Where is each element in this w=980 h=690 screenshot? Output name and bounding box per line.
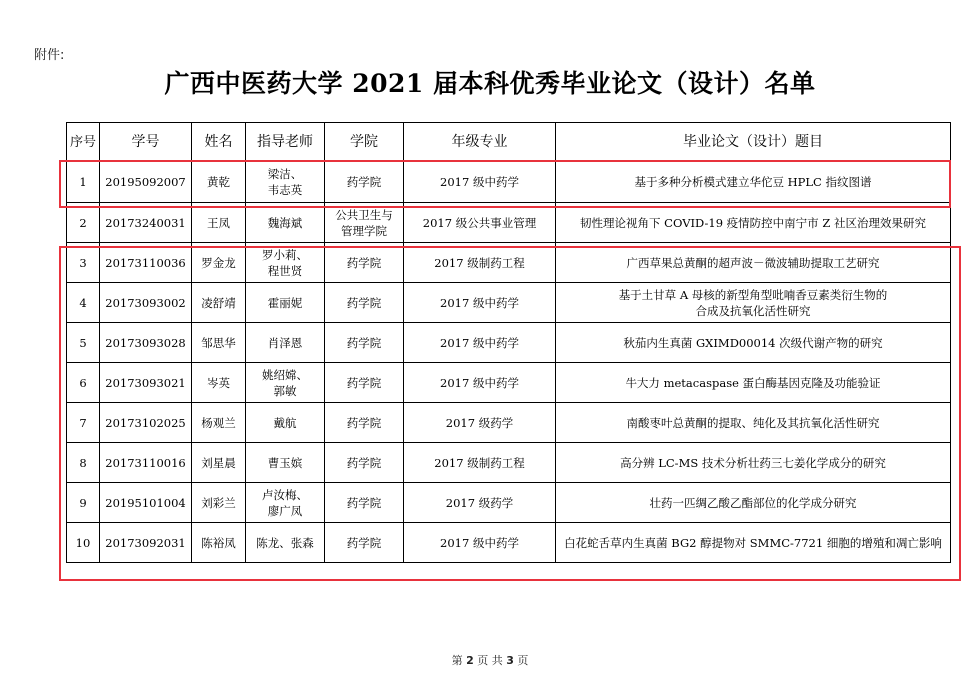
cell-college bbox=[325, 283, 404, 323]
cell-name: 王凤 bbox=[192, 203, 246, 243]
header-major: 年级专业 bbox=[404, 123, 556, 162]
table-row bbox=[67, 443, 951, 483]
cell-major: 2017 级中药学 bbox=[404, 323, 556, 363]
cell-advisor-line: 姚绍嫦、 bbox=[262, 367, 308, 382]
table-row bbox=[67, 323, 951, 363]
cell-advisor-line: 陈龙、张森 bbox=[256, 535, 314, 550]
cell-advisor-line: 程世贤 bbox=[267, 263, 303, 278]
cell-advisor-line: 卢汝梅、 bbox=[262, 487, 308, 502]
cell-name: 罗金龙 bbox=[192, 243, 246, 283]
cell-college-line: 药学院 bbox=[346, 535, 382, 550]
cell-name: 刘彩兰 bbox=[192, 483, 246, 523]
cell-advisor-line: 戴航 bbox=[273, 415, 297, 430]
table-row bbox=[67, 283, 951, 323]
header-advisor: 指导老师 bbox=[246, 123, 325, 162]
cell-advisor bbox=[246, 483, 325, 523]
cell-seq: 6 bbox=[67, 363, 100, 403]
cell-topic-line: 基于土甘草 A 母核的新型角型吡喃香豆素类衍生物的 bbox=[618, 287, 888, 302]
cell-seq: 4 bbox=[67, 283, 100, 323]
cell-advisor bbox=[246, 363, 325, 403]
cell-college-line: 药学院 bbox=[346, 175, 382, 189]
footer-suffix: 页 bbox=[517, 654, 529, 667]
cell-advisor bbox=[246, 162, 325, 203]
cell-college bbox=[325, 203, 404, 243]
cell-advisor-line: 郭敏 bbox=[273, 383, 297, 398]
page-footer bbox=[0, 652, 980, 668]
cell-topic bbox=[556, 243, 951, 283]
table-row bbox=[67, 162, 951, 203]
cell-major: 2017 级制药工程 bbox=[404, 243, 556, 283]
cell-seq: 8 bbox=[67, 443, 100, 483]
cell-major: 2017 级中药学 bbox=[404, 283, 556, 323]
cell-topic-line: 韧性理论视角下 COVID-19 疫情防控中南宁市 Z 社区治理效果研究 bbox=[580, 215, 926, 230]
cell-college-line: 药学院 bbox=[346, 335, 382, 350]
table-row bbox=[67, 243, 951, 283]
cell-college bbox=[325, 162, 404, 203]
cell-seq: 5 bbox=[67, 323, 100, 363]
cell-advisor-line: 曹玉嫔 bbox=[267, 455, 303, 470]
table-row bbox=[67, 403, 951, 443]
cell-topic-line: 南酸枣叶总黄酮的提取、纯化及其抗氧化活性研究 bbox=[626, 415, 880, 430]
cell-name: 陈裕凤 bbox=[192, 523, 246, 563]
footer-page-number: 2 bbox=[466, 654, 474, 667]
cell-student-id: 20173093002 bbox=[100, 283, 192, 323]
cell-topic bbox=[556, 283, 951, 323]
cell-advisor-line: 魏海斌 bbox=[267, 215, 303, 230]
cell-student-id: 20173240031 bbox=[100, 203, 192, 243]
cell-seq: 2 bbox=[67, 203, 100, 243]
header-college: 学院 bbox=[325, 123, 404, 162]
cell-major: 2017 级药学 bbox=[404, 403, 556, 443]
cell-major: 2017 级中药学 bbox=[404, 363, 556, 403]
footer-total-pages: 3 bbox=[506, 654, 514, 667]
cell-college bbox=[325, 403, 404, 443]
cell-topic bbox=[556, 403, 951, 443]
cell-topic bbox=[556, 363, 951, 403]
cell-major: 2017 级中药学 bbox=[404, 162, 556, 203]
cell-college-line: 药学院 bbox=[346, 455, 382, 470]
cell-college-line: 药学院 bbox=[346, 415, 382, 430]
cell-college-line: 药学院 bbox=[346, 495, 382, 510]
cell-name: 刘星晨 bbox=[192, 443, 246, 483]
table-row bbox=[67, 523, 951, 563]
cell-major: 2017 级制药工程 bbox=[404, 443, 556, 483]
table-row bbox=[67, 203, 951, 243]
cell-topic-line: 秋茄内生真菌 GXIMD00014 次级代谢产物的研究 bbox=[623, 335, 883, 350]
cell-student-id: 20173093028 bbox=[100, 323, 192, 363]
cell-student-id: 20195092007 bbox=[100, 162, 192, 203]
cell-topic-line: 广西草果总黄酮的超声波－微波辅助提取工艺研究 bbox=[626, 255, 880, 270]
cell-college-line: 药学院 bbox=[346, 295, 382, 310]
cell-topic bbox=[556, 443, 951, 483]
cell-student-id: 20173110036 bbox=[100, 243, 192, 283]
header-seq: 序号 bbox=[67, 123, 100, 162]
cell-advisor-line: 廖广凤 bbox=[267, 503, 303, 518]
cell-name: 杨观兰 bbox=[192, 403, 246, 443]
cell-advisor bbox=[246, 243, 325, 283]
cell-name: 邹思华 bbox=[192, 323, 246, 363]
cell-topic-line: 壮药一匹绸乙酸乙酯部位的化学成分研究 bbox=[649, 495, 857, 510]
cell-topic bbox=[556, 523, 951, 563]
table-header-row bbox=[67, 123, 951, 162]
cell-college bbox=[325, 443, 404, 483]
cell-student-id: 20173092031 bbox=[100, 523, 192, 563]
cell-topic bbox=[556, 483, 951, 523]
cell-advisor-line: 罗小莉、 bbox=[262, 247, 308, 262]
cell-college bbox=[325, 363, 404, 403]
cell-major: 2017 级药学 bbox=[404, 483, 556, 523]
header-topic: 毕业论文（设计）题目 bbox=[556, 123, 951, 162]
cell-topic-line: 白花蛇舌草内生真菌 BG2 醇提物对 SMMC-7721 细胞的增殖和凋亡影响 bbox=[564, 535, 942, 550]
cell-name: 凌舒靖 bbox=[192, 283, 246, 323]
cell-advisor bbox=[246, 203, 325, 243]
cell-topic-line: 基于多种分析模式建立华佗豆 HPLC 指纹图谱 bbox=[634, 175, 872, 189]
cell-seq: 7 bbox=[67, 403, 100, 443]
cell-topic-line: 牛大力 metacaspase 蛋白酶基因克隆及功能验证 bbox=[625, 375, 881, 390]
cell-student-id: 20173093021 bbox=[100, 363, 192, 403]
footer-prefix: 第 bbox=[451, 654, 463, 667]
cell-advisor bbox=[246, 403, 325, 443]
cell-college bbox=[325, 483, 404, 523]
cell-seq: 1 bbox=[67, 162, 100, 203]
cell-seq: 10 bbox=[67, 523, 100, 563]
cell-topic-line: 高分辨 LC-MS 技术分析壮药三七姜化学成分的研究 bbox=[620, 455, 886, 470]
table-row bbox=[67, 483, 951, 523]
cell-topic-line: 合成及抗氧化活性研究 bbox=[695, 303, 811, 318]
cell-college bbox=[325, 523, 404, 563]
cell-topic bbox=[556, 162, 951, 203]
cell-advisor-line: 梁洁、 bbox=[267, 167, 303, 181]
cell-topic bbox=[556, 323, 951, 363]
cell-student-id: 20195101004 bbox=[100, 483, 192, 523]
cell-college-line: 药学院 bbox=[346, 375, 382, 390]
footer-middle: 页 共 bbox=[477, 654, 503, 667]
cell-seq: 9 bbox=[67, 483, 100, 523]
page-title: 广西中医药大学 2021 届本科优秀毕业论文（设计）名单 bbox=[164, 69, 816, 98]
table-row bbox=[67, 363, 951, 403]
cell-advisor bbox=[246, 443, 325, 483]
cell-college-line: 公共卫生与 bbox=[335, 207, 393, 222]
header-student-id: 学号 bbox=[100, 123, 192, 162]
cell-advisor bbox=[246, 283, 325, 323]
cell-topic bbox=[556, 203, 951, 243]
cell-advisor bbox=[246, 523, 325, 563]
cell-college-line: 药学院 bbox=[346, 255, 382, 270]
cell-college bbox=[325, 243, 404, 283]
cell-college bbox=[325, 323, 404, 363]
cell-student-id: 20173110016 bbox=[100, 443, 192, 483]
header-name: 姓名 bbox=[192, 123, 246, 162]
cell-student-id: 20173102025 bbox=[100, 403, 192, 443]
award-list-table bbox=[66, 122, 951, 563]
cell-advisor bbox=[246, 323, 325, 363]
cell-major: 2017 级公共事业管理 bbox=[404, 203, 556, 243]
cell-advisor-line: 肖泽恩 bbox=[267, 335, 303, 350]
cell-major: 2017 级中药学 bbox=[404, 523, 556, 563]
cell-name: 岑英 bbox=[192, 363, 246, 403]
attachment-label: 附件: bbox=[34, 48, 65, 63]
cell-name: 黄乾 bbox=[192, 162, 246, 203]
cell-seq: 3 bbox=[67, 243, 100, 283]
cell-advisor-line: 韦志英 bbox=[267, 183, 303, 197]
cell-advisor-line: 霍丽妮 bbox=[267, 295, 303, 310]
cell-college-line: 管理学院 bbox=[341, 223, 387, 238]
